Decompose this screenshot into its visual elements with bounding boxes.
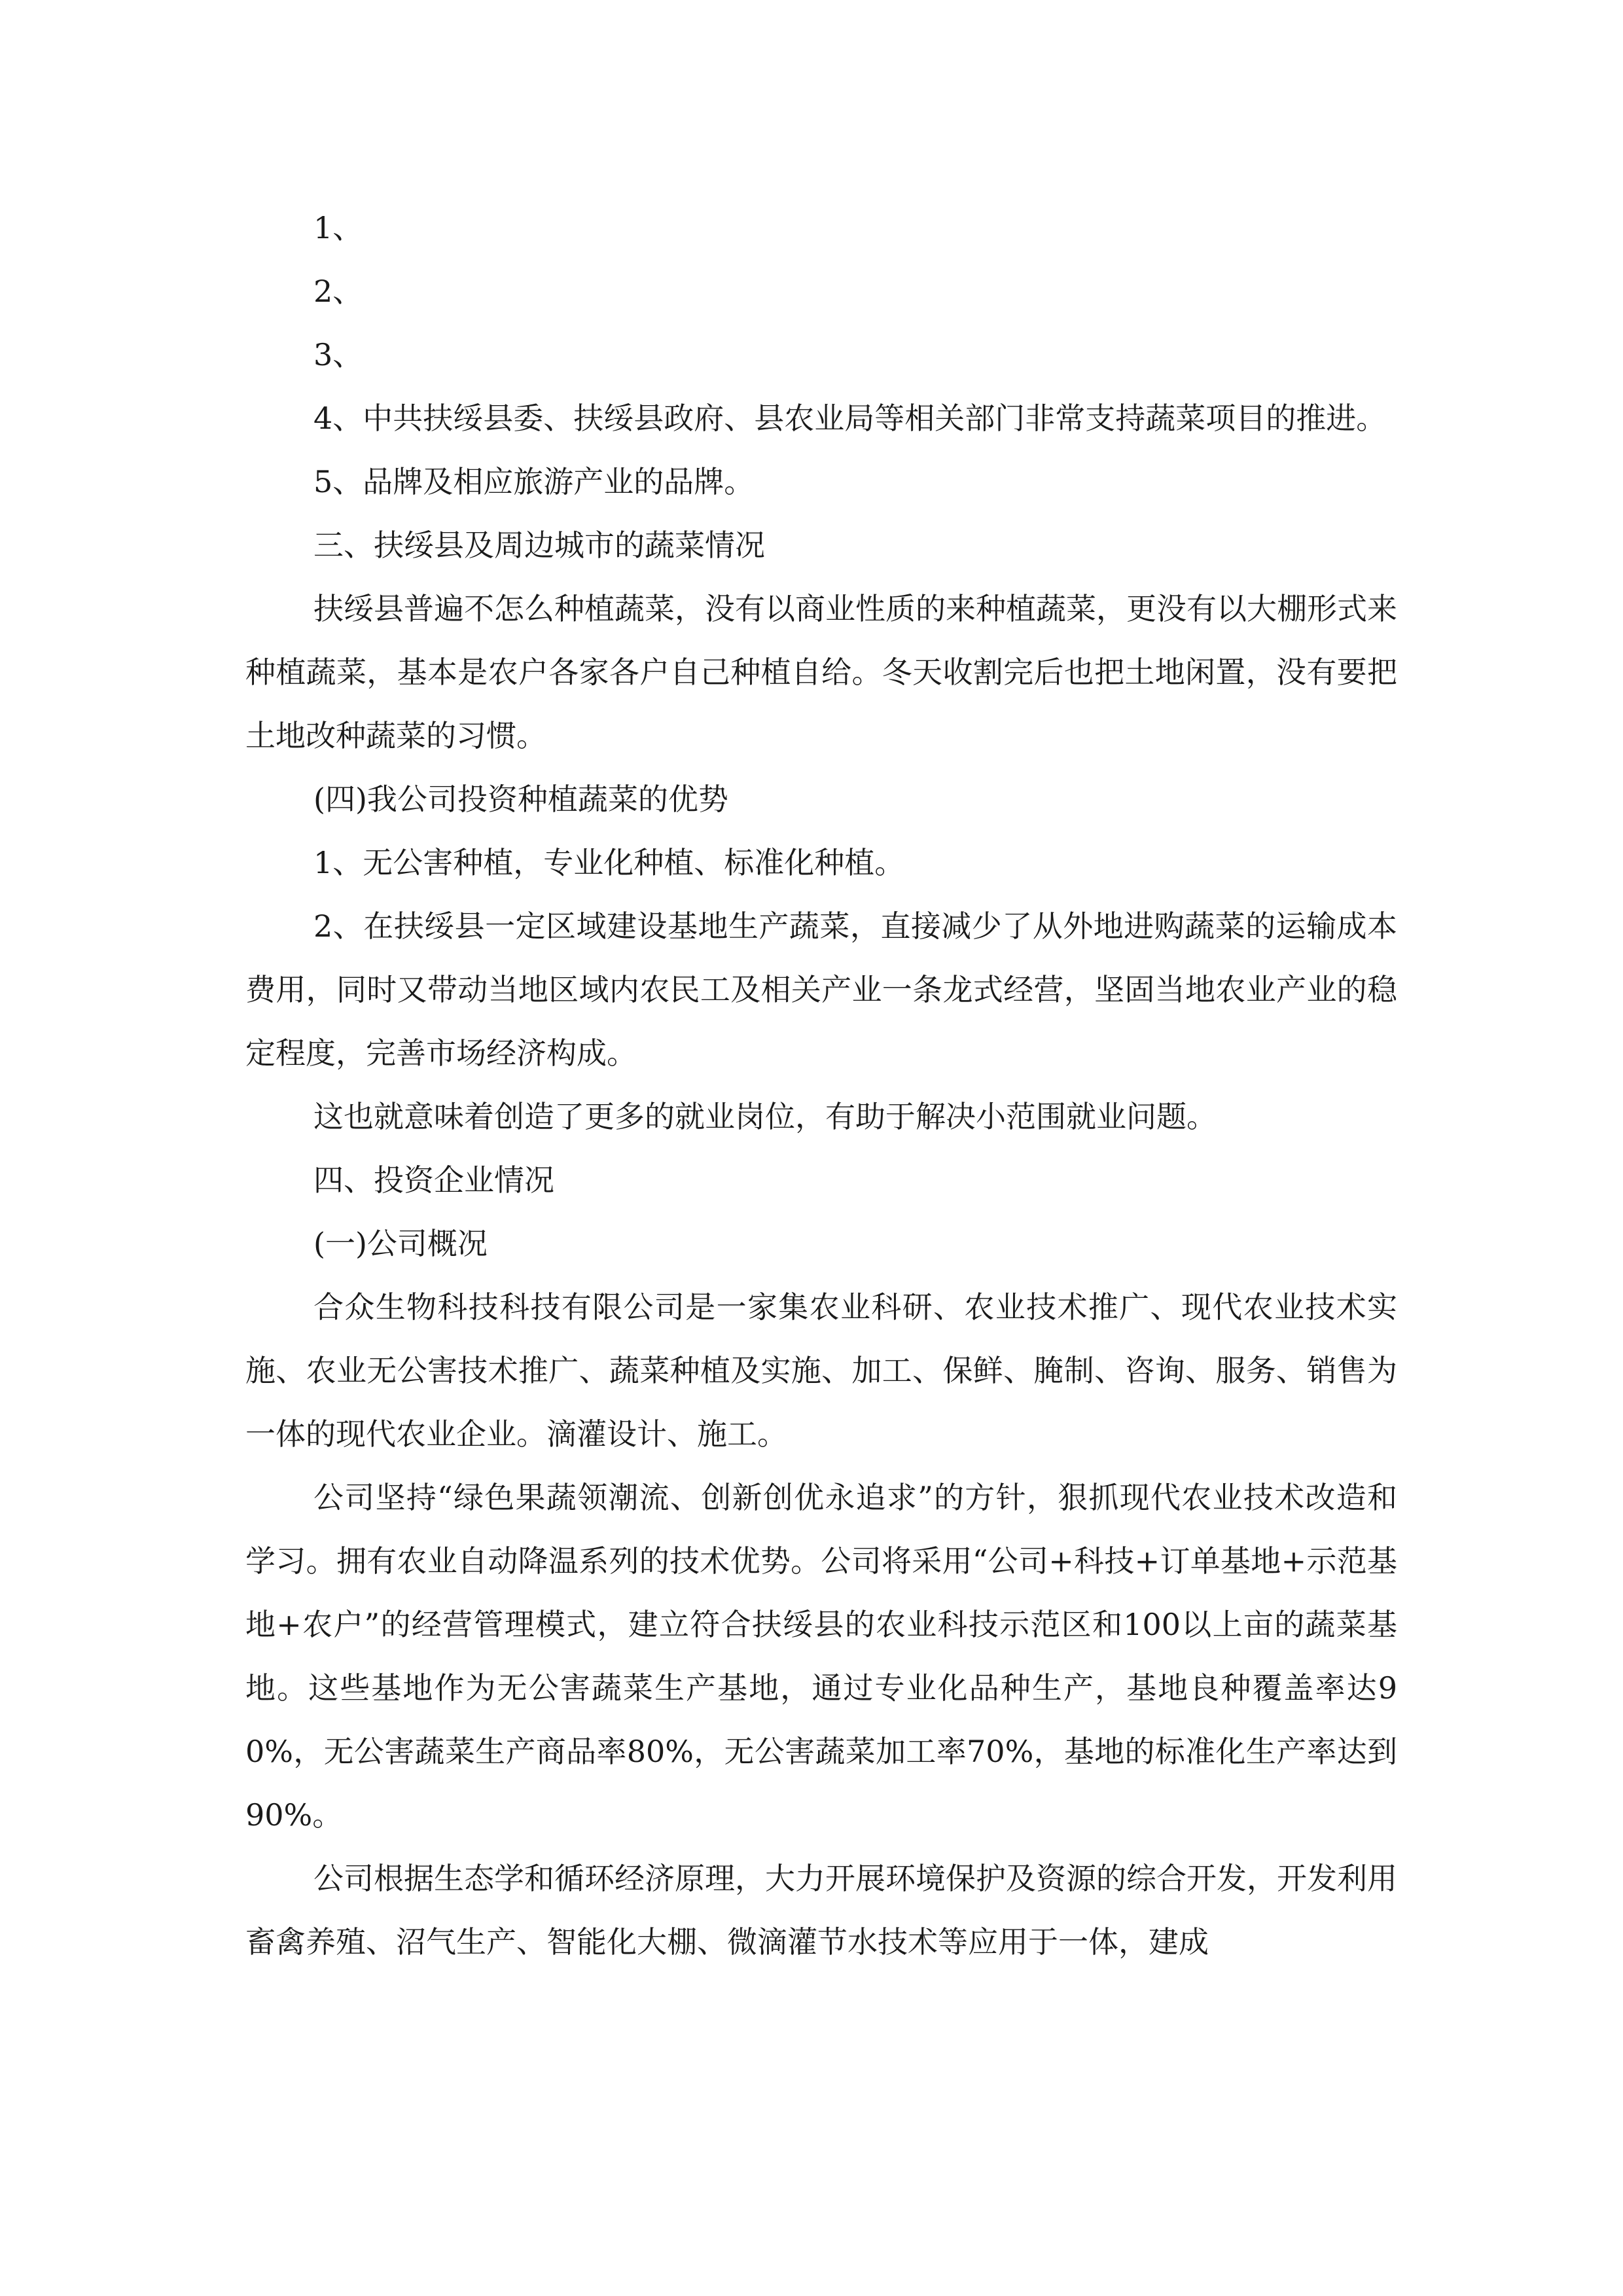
paragraph-vegetable-situation: 扶绥县普遍不怎么种植蔬菜，没有以商业性质的来种植蔬菜，更没有以大棚形式来种植蔬菜，基本是农户各家各户自己种植自给。冬天收割完后也把土地闲置，没有要把土地改种蔬菜的习惯。 — [245, 591, 1397, 753]
section-heading-4: 四、投资企业情况 — [313, 1162, 554, 1198]
subsection-heading-company-overview: (一)公司概况 — [313, 1226, 488, 1261]
list-item-5: 5、品牌及相应旅游产业的品牌。 — [313, 464, 755, 499]
paragraph-company-ecology: 公司根据生态学和循环经济原理，大力开展环境保护及资源的综合开发，开发利用畜禽养殖、沼气生产、智能化大棚、微滴灌节水技术等应用于一体，建成 — [245, 1861, 1397, 1960]
list-item-2: 2、 — [313, 274, 363, 309]
list-item-3: 3、 — [313, 337, 363, 372]
section-heading-3: 三、扶绥县及周边城市的蔬菜情况 — [313, 528, 765, 563]
subsection-heading-advantages: (四)我公司投资种植蔬菜的优势 — [313, 781, 728, 817]
advantage-item-1: 1、无公害种植，专业化种植、标准化种植。 — [313, 845, 905, 880]
document-body — [245, 196, 1397, 1974]
list-item-1: 1、 — [313, 210, 363, 245]
advantage-item-2: 2、在扶绥县一定区域建设基地生产蔬菜，直接减少了从外地进购蔬菜的运输成本费用，同时又带动当地区域内农民工及相关产业一条龙式经营，坚固当地农业产业的稳定程度，完善市场经济构成。 — [245, 908, 1397, 1071]
paragraph-company-intro: 合众生物科技科技有限公司是一家集农业科研、农业技术推广、现代农业技术实施、农业无公害技术推广、蔬菜种植及实施、加工、保鲜、腌制、咨询、服务、销售为一体的现代农业企业。滴灌设计、施工。 — [245, 1289, 1397, 1452]
paragraph-employment: 这也就意味着创造了更多的就业岗位，有助于解决小范围就业问题。 — [313, 1099, 1217, 1134]
paragraph-company-policy: 公司坚持“绿色果蔬领潮流、创新创优永追求”的方针，狠抓现代农业技术改造和学习。拥有农业自动降温系列的技术优势。公司将采用“公司+科技+订单基地+示范基地+农户”的经营管理模式，建立符合扶绥县的农业科技示范区和100以上亩的蔬菜基地。这些基地作为无公害蔬菜生产基地，通过专业化品种生产，基地良种覆盖率达90%，无公害蔬菜生产商品率80%，无公害蔬菜加工率70%，基地的标准化生产率达到90%。 — [245, 1480, 1397, 1833]
list-item-4: 4、中共扶绥县委、扶绥县政府、县农业局等相关部门非常支持蔬菜项目的推进。 — [313, 401, 1387, 436]
